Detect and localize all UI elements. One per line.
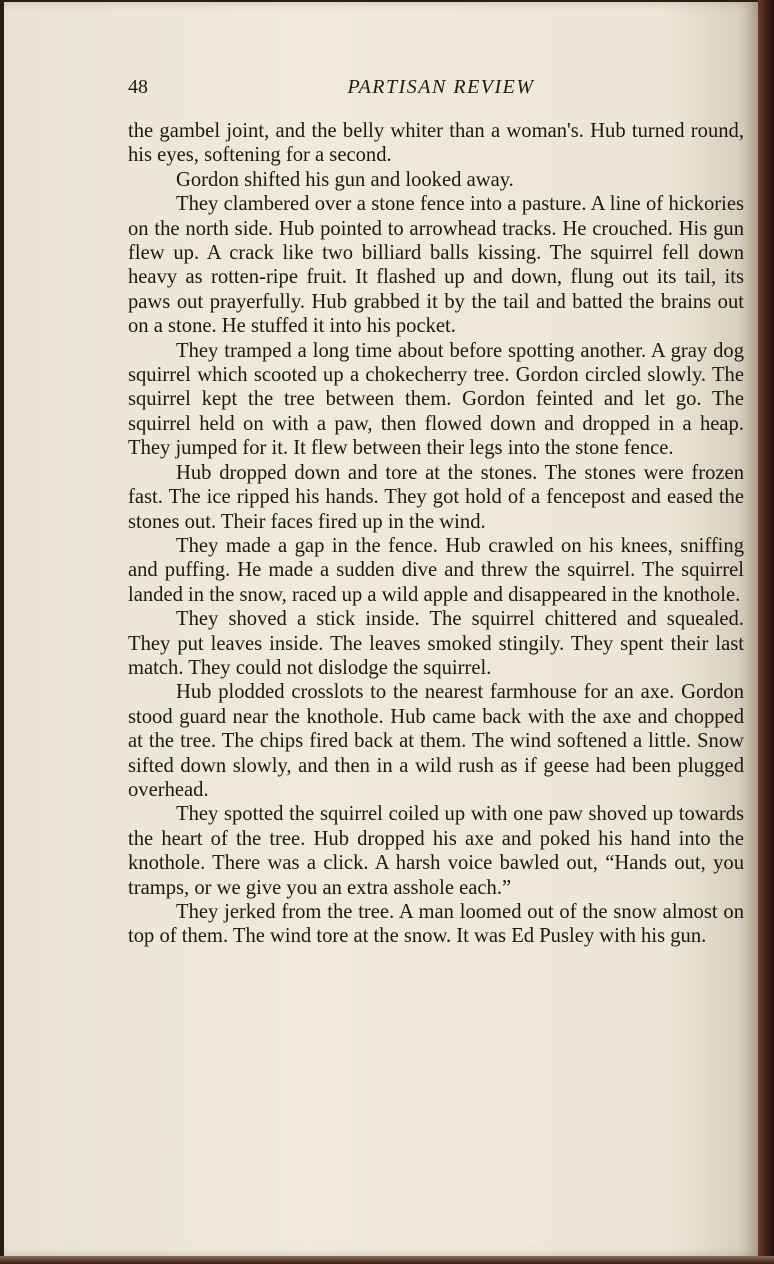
page-number: 48 [128, 76, 148, 98]
paragraph: They shoved a stick inside. The squirrel chittered and squealed. They put leaves inside. The leaves smoked stingily. They spent their last match. They could not dislodge the squirrel. [128, 608, 744, 679]
journal-title: PARTISAN REVIEW [347, 76, 535, 98]
paragraph: They jerked from the tree. A man loomed out of the snow almost on top of them. The wind tore at the snow. It was Ed Pusley with his gun. [128, 901, 744, 948]
page-header [128, 76, 744, 106]
paragraph: They clambered over a stone fence into a pasture. A line of hickories on the north side. Hub pointed to arrowhead tracks. He crouched. His gun flew up. A crack like two billiard balls kissing. The squirrel fell down heavy as rotten-ripe fruit. It flashed up and down, flung out its tail, its paws out prayerfully. Hub grabbed it by the tail and batted the brains out on a stone. He stuffed it into his pocket. [128, 193, 744, 338]
paragraph: the gambel joint, and the belly whiter than a woman's. Hub turned round, his eyes, softening for a second. [128, 120, 744, 167]
paragraph: They tramped a long time about before spotting another. A gray dog squirrel which scooted up a chokecherry tree. Gordon circled slowly. The squirrel kept the tree between them. Gordon feinted and let go. The squirrel held on with a paw, then flowed down and dropped in a heap. They jumped for it. It flew between their legs into the stone fence. [128, 339, 744, 460]
paragraph: They made a gap in the fence. Hub crawled on his knees, sniffing and puffing. He made a sudden dive and threw the squirrel. The squirrel landed in the snow, raced up a wild apple and disappeared in the knothole. [128, 534, 744, 606]
paragraph: They spotted the squirrel coiled up with one paw shoved up towards the heart of the tree. Hub dropped his axe and poked his hand into the knothole. There was a click. A harsh voice bawled out, “Hands out, you tramps, or we give you an extra asshole each.” [128, 803, 744, 899]
book-binding-edge [758, 0, 774, 1264]
story-text [128, 119, 744, 949]
paragraph: Hub plodded crosslots to the nearest farmhouse for an axe. Gordon stood guard near the knothole. Hub came back with the axe and chopped at the tree. The chips fired back at them. The wind softened a little. Snow sifted down slowly, and then in a wild rush as if geese had been plugged overhead. [128, 681, 744, 801]
paragraph: Hub dropped down and tore at the stones. The stones were frozen fast. The ice ripped his hands. They got hold of a fencepost and eased the stones out. Their faces fired up in the wind. [128, 461, 744, 533]
book-page [4, 2, 759, 1256]
book-bottom-edge [0, 1256, 774, 1264]
paragraph: Gordon shifted his gun and looked away. [176, 168, 514, 191]
